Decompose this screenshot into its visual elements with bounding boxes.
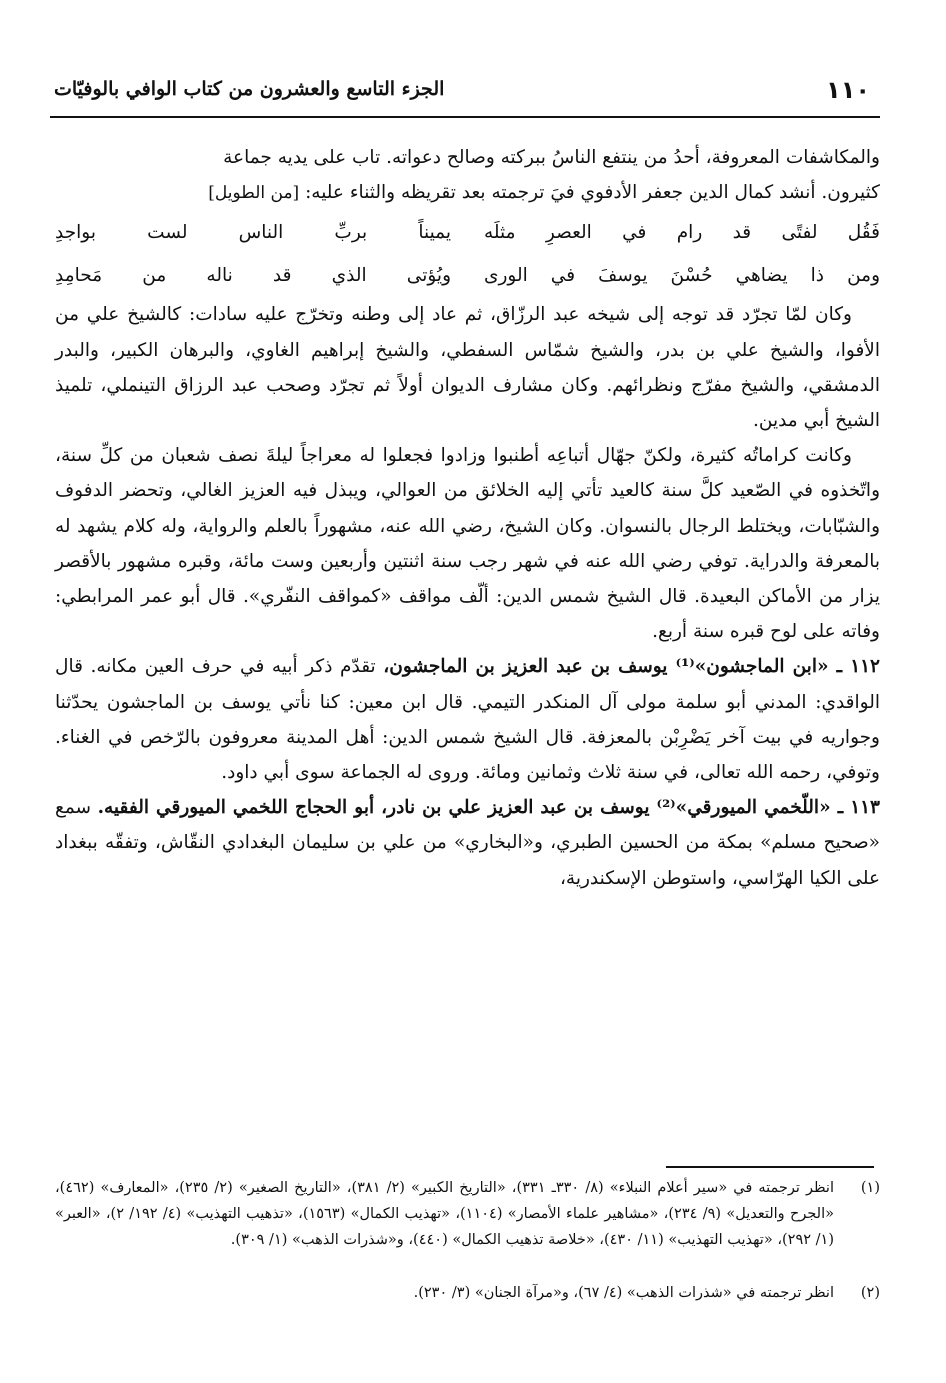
footnote-2-number: (٢) xyxy=(860,1285,880,1302)
paragraph-2: وكان لمّا تجرّد قد توجه إلى شيخه عبد الرزّاق، ثم عاد إلى وطنه وتخرّج عليه سادات: كالشيخ علي من الأفوا، والشيخ علي بن بدر، والشيخ شمّاس السفطي، والشيخ إبراهيم الغاوي، والبرهان الكبير، والبدر الدمشقي، والشيخ مفرّج ونظرائهم. وكان مشارف الديوان أولاً ثم تجرّد وصحب عبد الرزاق التينملي، تلميذ الشيخ أبي مدين. xyxy=(55,304,880,432)
footnote-1 xyxy=(55,1176,880,1253)
page-number: ١١٠ xyxy=(826,76,870,104)
verse-2-first-hemistich: ومن ذا يضاهي حُسْنَ يوسفَ في الورى xyxy=(484,265,880,287)
main-text xyxy=(55,140,880,896)
verse-2 xyxy=(55,254,880,297)
entry-113-heading: ١١٣ ـ «اللّخمي الميورقي»⁽²⁾ يوسف بن عبد العزيز علي بن نادر، أبو الحجاج اللخمي الميورقي الفقيه. xyxy=(97,797,880,819)
verse-2-second-hemistich: ويُؤتى الذي قد ناله من مَحامِدِ xyxy=(55,265,451,287)
footnote-1-number: (١) xyxy=(860,1180,880,1196)
meter-label: [من الطويل] xyxy=(208,183,300,204)
paragraph-1-line-1: والمكاشفات المعروفة، أحدُ من ينتفع الناسُ ببركته وصالح دعواته. تاب على يديه جماعة xyxy=(223,147,880,168)
page-header xyxy=(50,72,880,118)
paragraph-1-line-2 xyxy=(55,175,880,211)
footnote-1-text: انظر ترجمته في «سير أعلام النبلاء» (٨/ ٣٣٠ـ ٣٣١)، «التاريخ الكبير» (٢/ ٣٨١)، «التاريخ الصغير» (٢/ ٢٣٥)، «المعارف» (٤٦٢)، «الجرح والتعديل» (٩/ ٢٣٤)، «مشاهير علماء الأمصار» (١١٠٤)، «تهذيب الكمال» (١٥٦٣)، «تذهيب التهذيب» (٤/ ١٩٢/ ٢)، «العبر» (١/ ٢٩٢)، «تهذيب التهذيب» (١١/ ٤٣٠)، «خلاصة تذهيب الكمال» (٤٤٠)، و«شذرات الذهب» (١/ ٣٠٩). xyxy=(55,1180,834,1248)
footnote-2-text: انظر ترجمته في «شذرات الذهب» (٤/ ٦٧)، و«مرآة الجنان» (٣/ ٢٣٠). xyxy=(413,1285,834,1302)
entry-112 xyxy=(55,649,880,790)
footnote-separator xyxy=(666,1166,874,1168)
paragraph-1-line-2-text: كثيرون. أنشد كمال الدين جعفر الأدفوي فيَ ترجمته بعد تقريظه والثناء عليه: xyxy=(305,182,880,204)
verse-1-second-hemistich: يميناً بربِّ الناس لست بواجدِ xyxy=(55,222,451,244)
verse-1 xyxy=(55,211,880,254)
entry-113 xyxy=(55,790,880,896)
footnotes xyxy=(55,1176,880,1307)
verse-1-first-hemistich: فَقُل لفتًى قد رام في العصرِ مثلَه xyxy=(484,222,880,244)
entry-112-text: تقدّم ذكر أبيه في حرف العين مكانه. قال الواقدي: المدني أبو سلمة مولى آل المنكدر التيمي. قال ابن معين: كنا نأتي يوسف بن الماجشون يحدّثنا وجواريه في بيت آخر يَضْرِبْن بالمعزفة. قال الشيخ شمس الدين: أهل المدينة معروفون بالرّخص في الغناء. وتوفي، رحمه الله تعالى، في سنة ثلاث وثمانين ومائة. وروى له الجماعة سوى أبي داود. xyxy=(55,656,880,784)
footnote-2 xyxy=(55,1281,880,1307)
paragraph-3: وكانت كراماتُه كثيرة، ولكنّ جهّال أتباعِه أطنبوا وزادوا فجعلوا له معراجاً ليلةَ نصف شعبان من كلِّ سنة، واتّخذوه في الصّعيد كلَّ سنة كالعيد تأتي إليه الخلائق من العوالي، ويبذل فيه العزيز الغالي، وتحضر الدفوف والشبّابات، ويختلط الرجال بالنسوان. وكان الشيخ، رضي الله عنه، مشهوراً بالعلم والرواية، وله كلام يشهد له بالمعرفة والدراية. توفي رضي الله عنه في شهر رجب سنة اثنتين وأربعين وست مائة، وقبره مشهور بالأقصر يزار من الأماكن البعيدة. قال الشيخ شمس الدين: ألّف مواقف «كمواقف النفّري». قال أبو عمر المرابطي: وفاته على لوح قبره سنة أربع. xyxy=(55,445,880,643)
entry-113-text: سمع «صحيح مسلم» بمكة من الحسين الطبري، و«البخاري» من علي بن سليمان البغدادي النقّاش، وتفقّه ببغداد على الكيا الهرّاسي، واستوطن الإسكندرية، xyxy=(55,797,880,889)
running-title: الجزء التاسع والعشرون من كتاب الوافي بالوفيّات xyxy=(54,78,445,100)
entry-112-heading: ١١٢ ـ «ابن الماجشون»⁽¹⁾ يوسف بن عبد العزيز بن الماجشون، xyxy=(383,656,880,678)
